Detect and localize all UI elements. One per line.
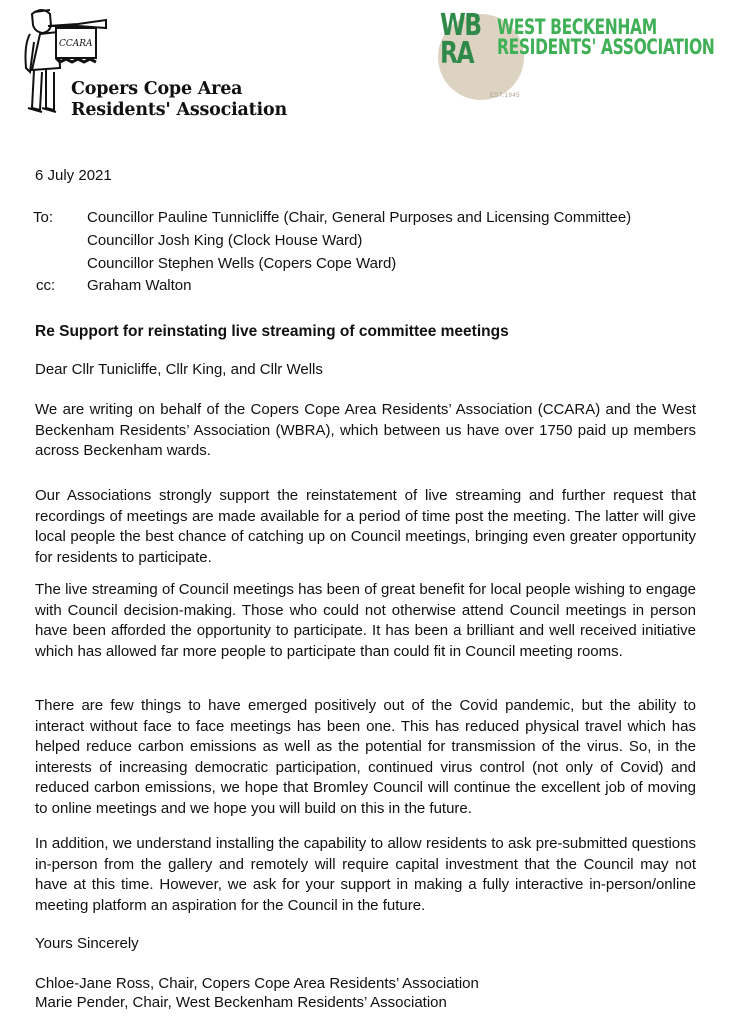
wbra-name-line1: WEST BECKENHAM bbox=[497, 15, 657, 39]
body-paragraph: The live streaming of Council meetings has been of great benefit for local people wishing to engage with Council decision-making. Those who could not otherwise attend Council meetings in person have been afforded the opportunity to participate. It has been a brilliant and well received initiative which has allowed far more people to participate than could fit in Council meeting rooms. bbox=[35, 581, 696, 660]
salutation: Dear Cllr Tunicliffe, Cllr King, and Cllr Wells bbox=[35, 361, 323, 378]
recipient: Councillor Stephen Wells (Copers Cope Ward) bbox=[87, 255, 397, 272]
wbra-monogram: WB RA bbox=[440, 8, 481, 71]
ccara-organisation-name bbox=[71, 79, 287, 121]
cc-recipient: Graham Walton bbox=[87, 277, 192, 294]
signatory: Chloe-Jane Ross, Chair, Copers Cope Area Residents’ Association bbox=[35, 975, 479, 992]
recipient: Councillor Josh King (Clock House Ward) bbox=[87, 232, 363, 249]
to-label: To: bbox=[33, 209, 54, 226]
body-paragraph: Our Associations strongly support the reinstatement of live streaming and further request that recordings of meetings are made available for a period of time post the meeting. The latter will give local people the best chance of catching up on Council meetings, bringing even greater opportunity for residents to participate. bbox=[35, 487, 696, 566]
closing: Yours Sincerely bbox=[35, 935, 139, 952]
ccara-name-line2: Residents' Association bbox=[71, 100, 287, 120]
recipient: Councillor Pauline Tunnicliffe (Chair, General Purposes and Licensing Committee) bbox=[87, 209, 632, 226]
wbra-organisation-name bbox=[497, 17, 714, 57]
wbra-established-year: EST.1945 bbox=[490, 93, 521, 99]
letter-subject: Re Support for reinstating live streaming of committee meetings bbox=[35, 323, 509, 340]
cc-label: cc: bbox=[36, 277, 56, 294]
svg-text:CCARA: CCARA bbox=[59, 39, 93, 49]
ccara-name-line1: Copers Cope Area bbox=[71, 79, 243, 99]
body-paragraph: In addition, we understand installing the capability to allow residents to ask pre-submitted questions in-person from the gallery and remotely will require capital investment that the Council may not have at this time. However, we ask for your support in making a fully interactive in-person/online meeting platform an aspiration for the Council in the future. bbox=[35, 835, 696, 914]
letter-date: 6 July 2021 bbox=[35, 167, 112, 184]
signatory: Marie Pender, Chair, West Beckenham Residents’ Association bbox=[35, 994, 447, 1011]
wbra-name-line2: RESIDENTS' ASSOCIATION bbox=[497, 35, 715, 59]
body-paragraph: There are few things to have emerged positively out of the Covid pandemic, but the ability to interact without face to face meetings has been one. This has reduced physical travel which has helped reduce carbon emissions as well as the potential for transmission of the virus. So, in the interests of increasing democratic participation, continued virus control (not only of Covid) and reduced carbon emissions, we hope that Bromley Council will continue the excellent job of moving to online meetings and we hope you will build on this in the future. bbox=[35, 697, 696, 817]
body-paragraph: We are writing on behalf of the Copers Cope Area Residents’ Association (CCARA) and the West Beckenham Residents’ Association (WBRA), which between us have over 1750 paid up members across Beckenham wards. bbox=[35, 401, 696, 459]
